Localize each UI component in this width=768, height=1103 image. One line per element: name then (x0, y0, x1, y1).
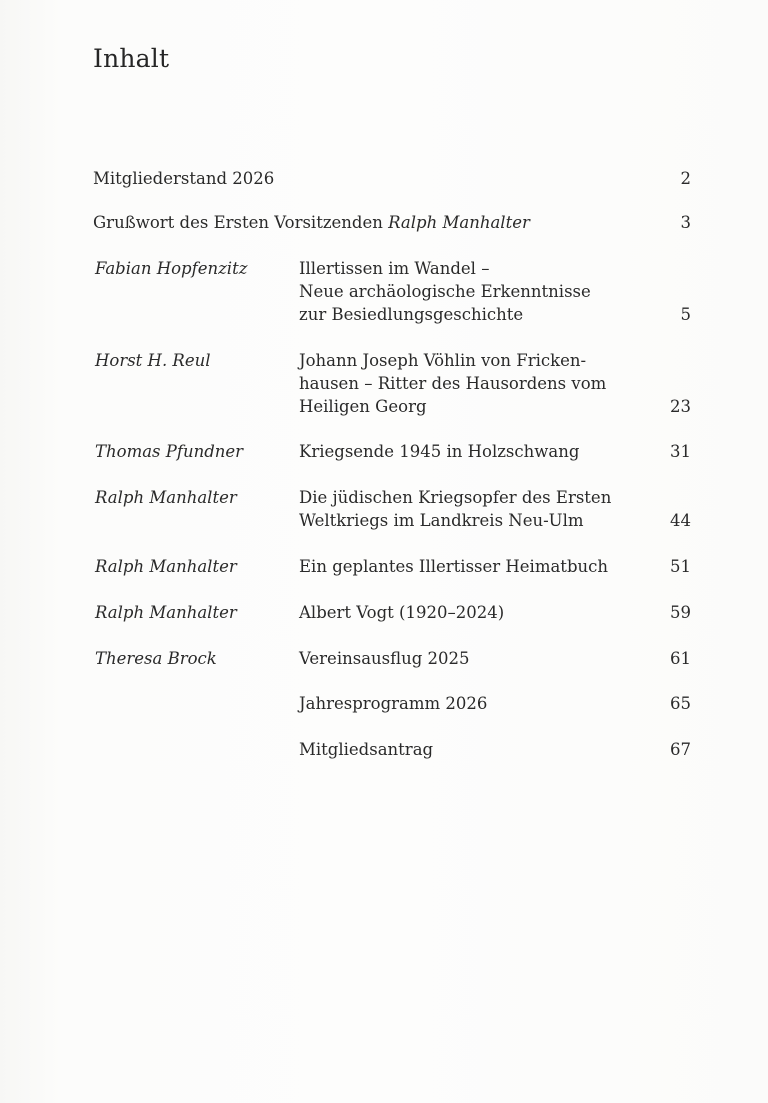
toc-title-line: Illertissen im Wandel – (299, 259, 490, 278)
toc-entry-mitgliederstand (93, 167, 691, 190)
toc-entry-vereinsausflug (93, 647, 691, 670)
toc-entry-juedische-kriegsopfer (93, 486, 691, 532)
toc-title-line: hausen – Ritter des Hausordens vom (299, 374, 607, 393)
toc-author: Thomas Pfundner (95, 442, 244, 461)
toc-title-line: zur Besiedlungsgeschichte (299, 305, 524, 324)
toc-entry-title (299, 349, 639, 418)
toc-page-number: 2 (680, 169, 691, 188)
toc-author: Ralph Manhalter (95, 603, 237, 622)
toc-page-number: 31 (670, 442, 691, 461)
toc-author: Ralph Manhalter (95, 557, 237, 576)
toc-entry-title (93, 211, 530, 234)
toc-title-line: Die jüdischen Kriegsopfer des Ersten (299, 488, 612, 507)
toc-entry-mitgliedsantrag (93, 738, 691, 761)
toc-entry-title: Mitgliederstand 2026 (93, 169, 275, 188)
toc-entry-illertissen-im-wandel (93, 257, 691, 326)
toc-title-line: Jahresprogramm 2026 (299, 694, 488, 713)
toc-author: Fabian Hopfenzitz (95, 259, 248, 278)
toc-entry-title (299, 601, 639, 624)
toc-page-number: 59 (670, 603, 691, 622)
toc-entry-title (299, 738, 639, 761)
toc-entry-kriegsende (93, 440, 691, 463)
toc-entry-title (299, 257, 639, 326)
toc-title-line: Albert Vogt (1920–2024) (299, 603, 505, 622)
toc-entry-title-prefix: Grußwort des Ersten Vorsitzenden (93, 213, 389, 232)
toc-page-number: 23 (670, 397, 691, 416)
toc-title-line: Neue archäologische Erkenntnisse (299, 282, 591, 301)
toc-title-line: Ein geplantes Illertisser Heimatbuch (299, 557, 608, 576)
toc-entry-voehlin (93, 349, 691, 418)
toc-title-line: Heiligen Georg (299, 397, 427, 416)
toc-entry-title-author: Ralph Manhalter (388, 213, 530, 232)
toc-entry-title (299, 486, 639, 532)
toc-title-line: Johann Joseph Vöhlin von Fricken- (299, 351, 587, 370)
toc-entry-title (299, 647, 639, 670)
toc-author: Theresa Brock (95, 649, 217, 668)
toc-page-number: 51 (670, 557, 691, 576)
toc-title-line: Vereinsausflug 2025 (299, 649, 470, 668)
toc-entry-title (299, 692, 639, 715)
toc-title-line: Kriegsende 1945 in Holzschwang (299, 442, 580, 461)
toc-entry-albert-vogt (93, 601, 691, 624)
toc-entry-title (299, 440, 639, 463)
toc-entry-jahresprogramm (93, 692, 691, 715)
toc-title-line: Weltkriegs im Landkreis Neu-Ulm (299, 511, 584, 530)
toc-entry-heimatbuch (93, 555, 691, 578)
toc-entry-grusswort (93, 211, 691, 234)
page-title: Inhalt (93, 44, 170, 73)
toc-page-number: 65 (670, 694, 691, 713)
toc-page-number: 3 (680, 213, 691, 232)
toc-author: Horst H. Reul (95, 351, 211, 370)
toc-page-number: 5 (680, 305, 691, 324)
toc-page-number: 44 (670, 511, 691, 530)
toc-author: Ralph Manhalter (95, 488, 237, 507)
toc-page-number: 61 (670, 649, 691, 668)
toc-page-number: 67 (670, 740, 691, 759)
toc-entry-title (299, 555, 639, 578)
toc-title-line: Mitgliedsantrag (299, 740, 434, 759)
